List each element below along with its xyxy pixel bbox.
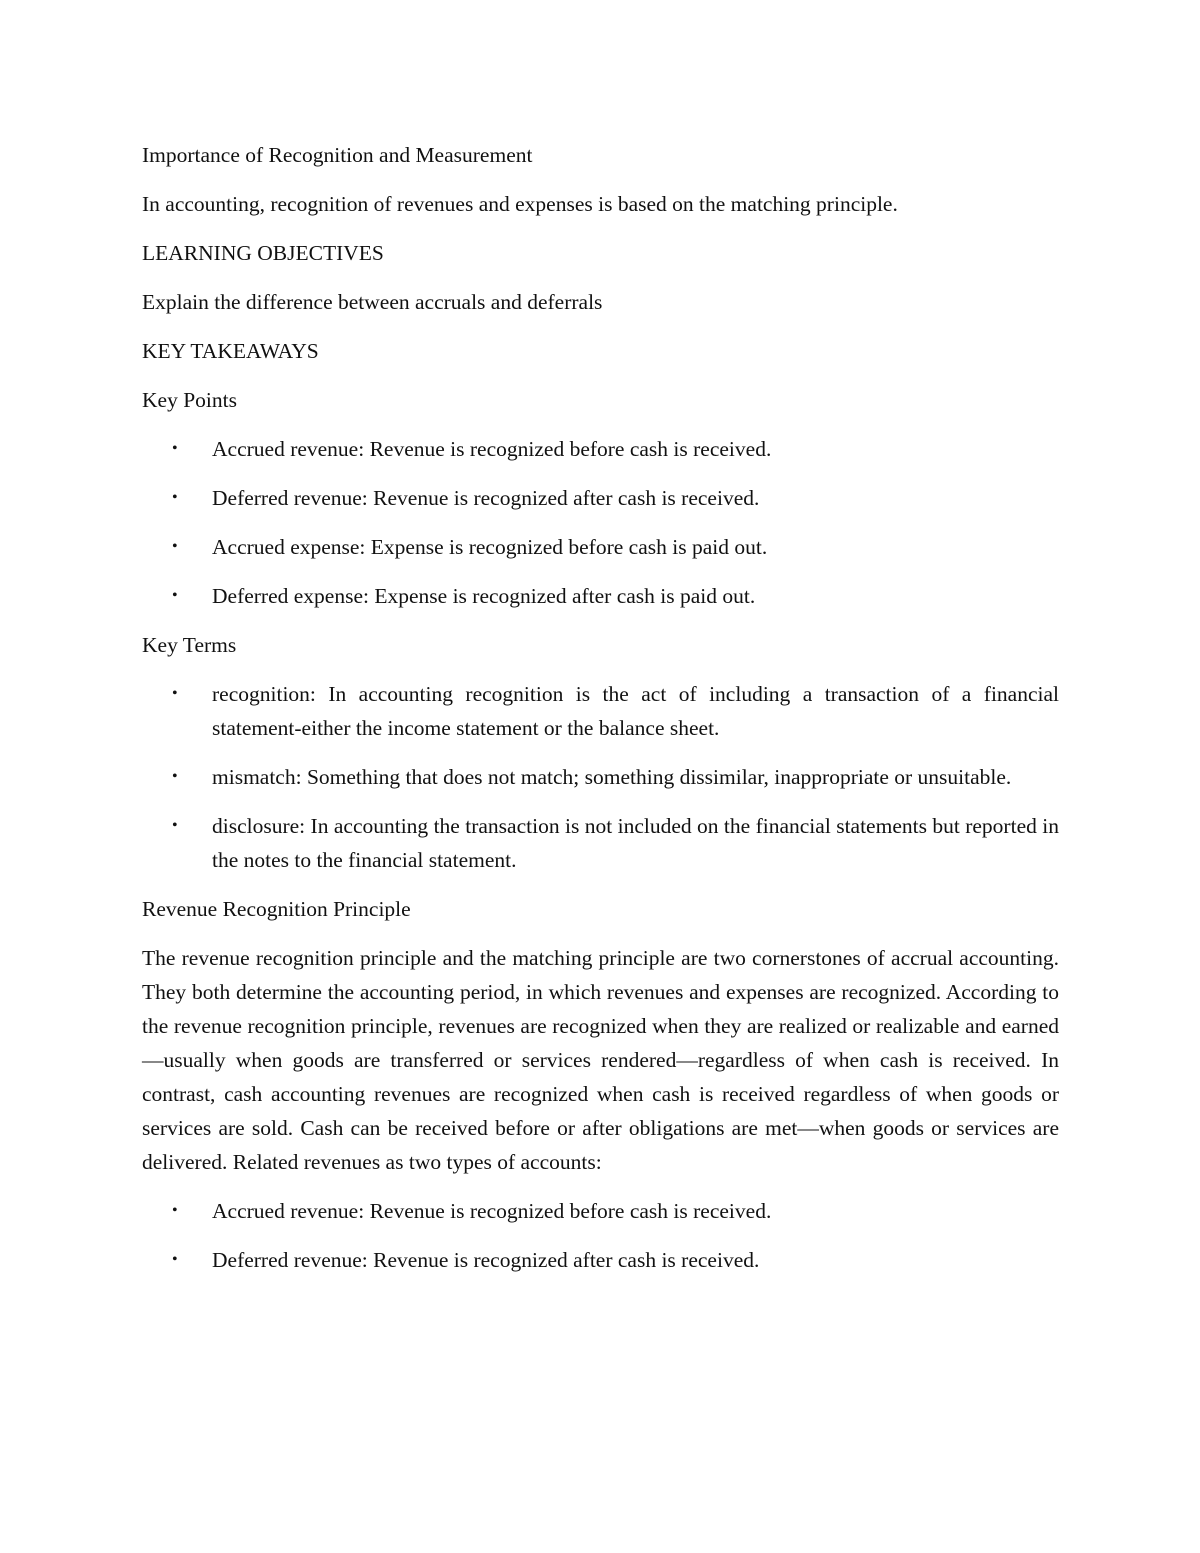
intro-paragraph: In accounting, recognition of revenues and expenses is based on the matching principle. — [142, 192, 898, 216]
list-item — [142, 530, 1059, 564]
document-page — [142, 138, 1059, 1292]
bullet-icon: • — [172, 1202, 178, 1219]
list-item-text: mismatch: Something that does not match; something dissimilar, inappropriate or unsuitable. — [212, 765, 1012, 789]
bullet-icon: • — [172, 685, 178, 702]
list-item — [142, 760, 1059, 794]
learning-objective: Explain the difference between accruals and deferrals — [142, 290, 603, 314]
bullet-icon: • — [172, 440, 178, 457]
key-terms-heading: Key Terms — [142, 633, 237, 657]
list-item-text: Deferred expense: Expense is recognized after cash is paid out. — [212, 584, 756, 608]
list-item — [142, 481, 1059, 515]
list-item — [142, 432, 1059, 466]
key-takeaways-heading: KEY TAKEAWAYS — [142, 339, 319, 363]
list-item — [142, 677, 1059, 745]
key-points-heading: Key Points — [142, 388, 237, 412]
list-item-text: disclosure: In accounting the transaction is not included on the financial statements but reported in the notes to the financial statement. — [212, 814, 1059, 872]
bullet-icon: • — [172, 538, 178, 555]
list-item — [142, 1243, 1059, 1277]
bullet-icon: • — [172, 1251, 178, 1268]
list-item-text: Accrued revenue: Revenue is recognized before cash is received. — [212, 437, 772, 461]
list-item-text: Deferred revenue: Revenue is recognized after cash is received. — [212, 1248, 760, 1272]
list-item — [142, 809, 1059, 877]
key-terms-list — [142, 677, 1059, 877]
list-item-text: Accrued revenue: Revenue is recognized before cash is received. — [212, 1199, 772, 1223]
bullet-icon: • — [172, 489, 178, 506]
revenue-recognition-paragraph: The revenue recognition principle and the matching principle are two cornerstones of accrual accounting. They both determine the accounting period, in which revenues and expenses are recognized. According to the revenue recognition principle, revenues are recognized when they are realized or realizable and earned—usually when goods are transferred or services rendered—regardless of when cash is received. In contrast, cash accounting revenues are recognized when cash is received regardless of when goods or services are sold. Cash can be received before or after obligations are met—when goods or services are delivered. Related revenues as two types of accounts: — [142, 946, 1059, 1174]
learning-objectives-heading: LEARNING OBJECTIVES — [142, 241, 384, 265]
bullet-icon: • — [172, 768, 178, 785]
revenue-recognition-heading: Revenue Recognition Principle — [142, 897, 411, 921]
list-item-text: Accrued expense: Expense is recognized before cash is paid out. — [212, 535, 768, 559]
list-item-text: Deferred revenue: Revenue is recognized after cash is received. — [212, 486, 760, 510]
revenue-types-list — [142, 1194, 1059, 1277]
bullet-icon: • — [172, 587, 178, 604]
key-points-list — [142, 432, 1059, 613]
document-title: Importance of Recognition and Measurement — [142, 143, 533, 167]
bullet-icon: • — [172, 817, 178, 834]
list-item — [142, 1194, 1059, 1228]
list-item — [142, 579, 1059, 613]
list-item-text: recognition: In accounting recognition is the act of including a transaction of a financial statement-either the income statement or the balance sheet. — [212, 682, 1059, 740]
